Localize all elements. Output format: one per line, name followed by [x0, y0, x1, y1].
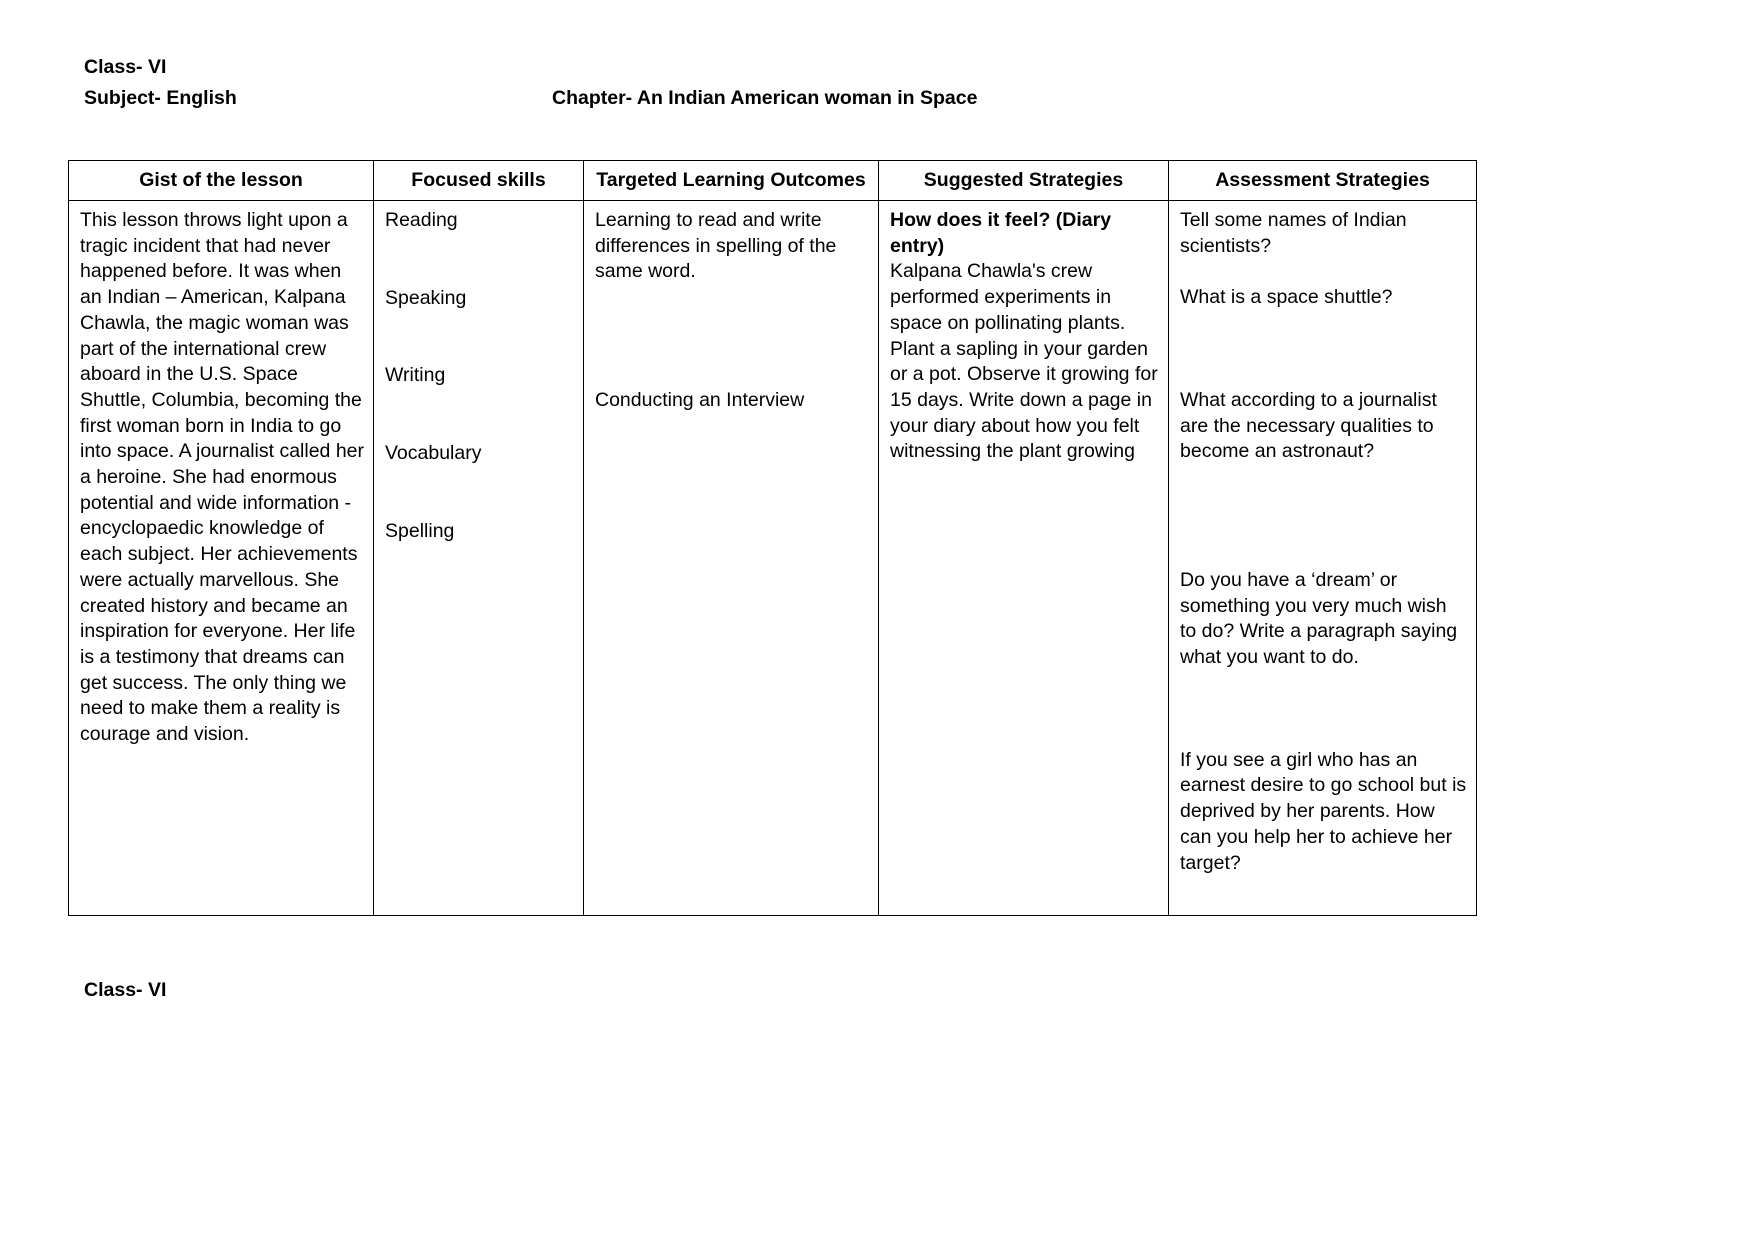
spacer: [1180, 465, 1467, 568]
assessment-question-4: Do you have a ‘dream’ or something you very much wish to do? Write a paragraph saying what you want to do.: [1180, 568, 1458, 669]
focused-skill-vocabulary: Vocabulary: [385, 442, 482, 465]
subject-label: Subject- English: [84, 87, 237, 109]
spacer: [595, 285, 869, 388]
column-header-targeted-learning-outcomes: Targeted Learning Outcomes: [584, 161, 879, 201]
table-header-row: [69, 161, 1477, 201]
focused-skill-reading: Reading: [385, 209, 458, 231]
document-footer: [84, 975, 166, 1006]
assessment-question-5: If you see a girl who has an earnest desire to go school but is deprived by her parents. How can you help her to achieve her target?: [1180, 748, 1467, 874]
column-header-assessment-strategies: Assessment Strategies: [1169, 161, 1477, 201]
cell-focused-skills: [374, 201, 584, 916]
gist-paragraph: This lesson throws light upon a tragic incident that had never happened before. It was when an Indian – American, Kalpana Chawla, the magic woman was part of the international crew aboard in the U.S. Space Shuttle, Columbia, becoming the first woman born in India to go into space. A journalist called her a heroine. She had enormous potential and wide information - encyclopaedic knowledge of each subject. Her achievements were actually marvellous. She created history and became an inspiration for everyone. Her life is a testimony that dreams can get success. The only thing we need to make them a reality is courage and vision.: [80, 209, 365, 746]
column-header-gist: Gist of the lesson: [69, 161, 374, 201]
header-line-class: [84, 52, 1464, 83]
table-row: [69, 201, 1477, 916]
footer-class-label: Class- VI: [84, 979, 167, 1001]
learning-outcome-spelling: Learning to read and write differences in spelling of the same word.: [595, 209, 837, 283]
focused-skill-writing: Writing: [385, 364, 446, 387]
suggested-strategy-body: Kalpana Chawla's crew performed experiments in space on pollinating plants. Plant a sapling in your garden or a pot. Observe it growing for 15 days. Write down a page in your diary about how you felt witnessing the plant growing: [890, 260, 1158, 463]
assessment-question-2: What is a space shuttle?: [1180, 286, 1393, 309]
assessment-question-1: Tell some names of Indian scientists?: [1180, 209, 1407, 257]
focused-skill-speaking: Speaking: [385, 286, 467, 309]
chapter-label: Chapter- An Indian American woman in Space: [552, 87, 978, 109]
cell-suggested-strategies: [879, 201, 1169, 916]
class-label: Class- VI: [84, 56, 167, 78]
cell-targeted-learning-outcomes: [584, 201, 879, 916]
cell-gist-of-the-lesson: [69, 201, 374, 916]
learning-outcome-interview: Conducting an Interview: [595, 389, 805, 412]
assessment-question-3: What according to a journalist are the necessary qualities to become an astronaut?: [1180, 388, 1437, 463]
column-header-focused-skills: Focused skills: [374, 161, 584, 201]
cell-assessment-strategies: [1169, 201, 1477, 916]
header-line-subject: [84, 83, 1464, 114]
lesson-plan-table: [68, 160, 1477, 916]
spacer: [1180, 259, 1467, 285]
suggested-strategy-title: How does it feel? (Diary entry): [890, 209, 1112, 257]
document-header: [84, 52, 1464, 114]
spacer: [1180, 311, 1467, 388]
column-header-suggested-strategies: Suggested Strategies: [879, 161, 1169, 201]
focused-skill-spelling: Spelling: [385, 519, 455, 542]
spacer: [1180, 671, 1467, 748]
